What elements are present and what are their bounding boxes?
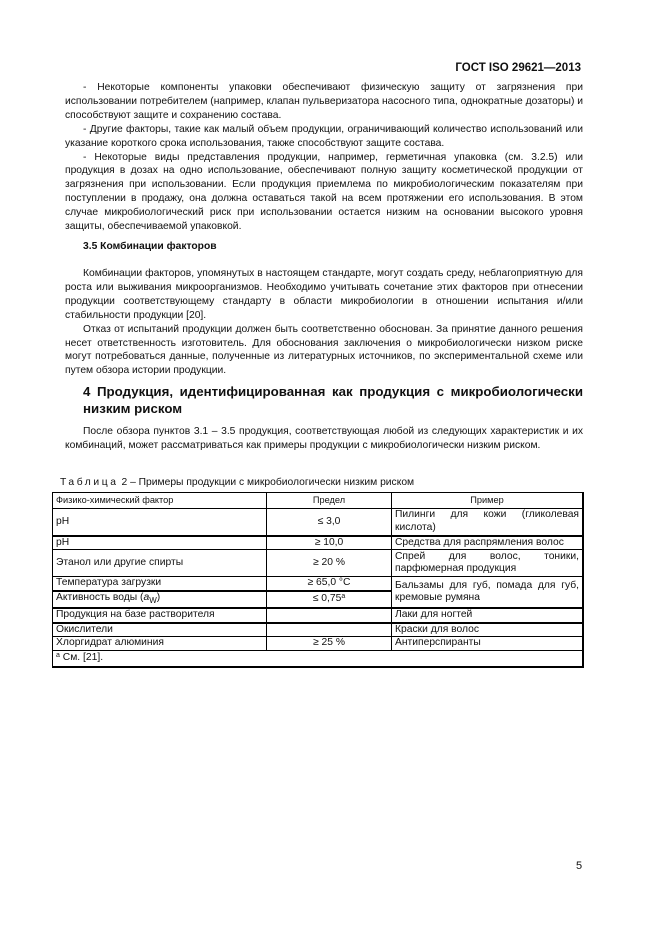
footnote-mark: a xyxy=(56,651,60,659)
cell-example: Бальзамы для губ, помада для губ, кремовые румяна xyxy=(392,577,584,609)
cell-limit xyxy=(267,623,392,637)
cell-limit: ≥ 20 % xyxy=(267,550,392,577)
cell-factor: Окислители xyxy=(53,623,267,637)
cell-example: Антиперспиранты xyxy=(392,637,584,651)
header-limit: Предел xyxy=(267,493,392,509)
table-caption-text: – Примеры продукции с микробиологически низким риском xyxy=(130,477,415,488)
paragraph-combinations: Комбинации факторов, упомянутых в настоящем стандарте, могут создать среду, неблагоприятную для роста или выживания микроорганизмов. Необходимо учитывать сочетание этих факторов при отнесении продукции соответствующему стандарту в области микробиологии в отношении испытания и/или стабильности продукции [20]. xyxy=(65,268,583,321)
intro-text-block xyxy=(65,81,583,234)
standard-code-header: ГОСТ ISO 29621—2013 xyxy=(455,62,581,74)
table-row xyxy=(53,509,584,536)
page-number: 5 xyxy=(576,860,583,872)
header-factor: Физико-химический фактор xyxy=(53,493,267,509)
cell-limit: ≥ 65,0 °C xyxy=(267,577,392,591)
cell-factor: Этанол или другие спирты xyxy=(53,550,267,577)
cell-limit xyxy=(267,608,392,623)
cell-factor: Продукция на базе растворителя xyxy=(53,608,267,623)
section-3-5-text xyxy=(65,267,583,378)
water-activity-symbol: a xyxy=(143,591,150,603)
paragraph-other-factors: - Другие факторы, такие как малый объем продукции, ограничивающий количество использований или указание короткого срока использования, также способствуют защите состава. xyxy=(65,123,583,149)
paragraph-packaging-components: - Некоторые компоненты упаковки обеспечивают физическую защиту от загрязнения при использовании потребителем (например, клапан пульверизатора насосного типа, однократные дозаторы) и способствуют защите и сохранению состава. xyxy=(65,82,583,121)
table-caption xyxy=(60,477,414,488)
cell-factor: pH xyxy=(53,536,267,550)
cell-limit: ≥ 10,0 xyxy=(267,536,392,550)
section-4-heading-line2: низким риском xyxy=(83,401,183,416)
cell-limit: ≥ 25 % xyxy=(267,637,392,651)
low-risk-products-table xyxy=(52,492,584,668)
table-footnote xyxy=(53,650,584,667)
limit-value: ≤ 0,75 xyxy=(312,593,342,605)
cell-limit: ≤ 3,0 xyxy=(267,509,392,536)
cell-example: Краски для волос xyxy=(392,623,584,637)
paragraph-testing-waiver: Отказ от испытаний продукции должен быть соответственно обоснован. За принятие данного решения несет ответственность изготовитель. Для обоснования заключения о микробиологически низком риске могут потребоваться данные, полученные из литературных источников, по экспериментальной схеме или путем обзора истории продукции. xyxy=(65,323,583,377)
section-4-text xyxy=(65,425,583,453)
cell-factor: pH xyxy=(53,509,267,536)
water-activity-label: Активность воды ( xyxy=(56,591,144,603)
footnote-text: См. [21]. xyxy=(62,651,104,663)
table-row xyxy=(53,623,584,637)
table-caption-number: 2 xyxy=(121,477,128,488)
footnote-ref: a xyxy=(341,593,346,601)
section-3-5-heading: 3.5 Комбинации факторов xyxy=(83,241,217,252)
table-row xyxy=(53,637,584,651)
section-4-heading xyxy=(83,383,583,417)
water-activity-subscript: W xyxy=(149,595,157,605)
cell-example: Спрей для волос, тоники, парфюмерная продукция xyxy=(392,550,584,577)
cell-example: Средства для распрямления волос xyxy=(392,536,584,550)
section-4-heading-line1: 4 Продукция, идентифицированная как продукция с микробиологически xyxy=(83,384,583,399)
table-row xyxy=(53,608,584,623)
cell-limit xyxy=(267,591,392,609)
cell-example: Пилинги для кожи (гликолевая кислота) xyxy=(392,509,584,536)
table-caption-label: Таблица xyxy=(60,477,119,488)
paragraph-product-presentation: - Некоторые виды представления продукции, например, герметичная упаковка (см. 3.2.5) или продукция в дозах на одно использование, обеспечивают полную защиту косметической продукции от загрязнения при использовании. Если продукция приемлема по микробиологическим показателям при поступлении в продажу, она должна оставаться такой на всем протяжении его использования. В этом случае микробиологический риск при использовании остается низким на основании высокого уровня защиты, обеспечиваемой упаковкой. xyxy=(65,151,583,233)
paragraph-after-review: После обзора пунктов 3.1 – 3.5 продукция, соответствующая любой из следующих характеристик и их комбинаций, может рассматриваться как примеры продукции с микробиологически низким риском. xyxy=(65,426,583,451)
table-row xyxy=(53,577,584,591)
cell-factor xyxy=(53,591,267,609)
water-activity-suffix: ) xyxy=(156,591,161,603)
cell-example: Лаки для ногтей xyxy=(392,608,584,623)
table-footnote-row xyxy=(53,650,584,667)
cell-factor: Хлоргидрат алюминия xyxy=(53,637,267,651)
table-row xyxy=(53,536,584,550)
header-example: Пример xyxy=(392,493,584,509)
table-header-row xyxy=(53,493,584,509)
cell-factor: Температура загрузки xyxy=(53,577,267,591)
table-row xyxy=(53,550,584,577)
